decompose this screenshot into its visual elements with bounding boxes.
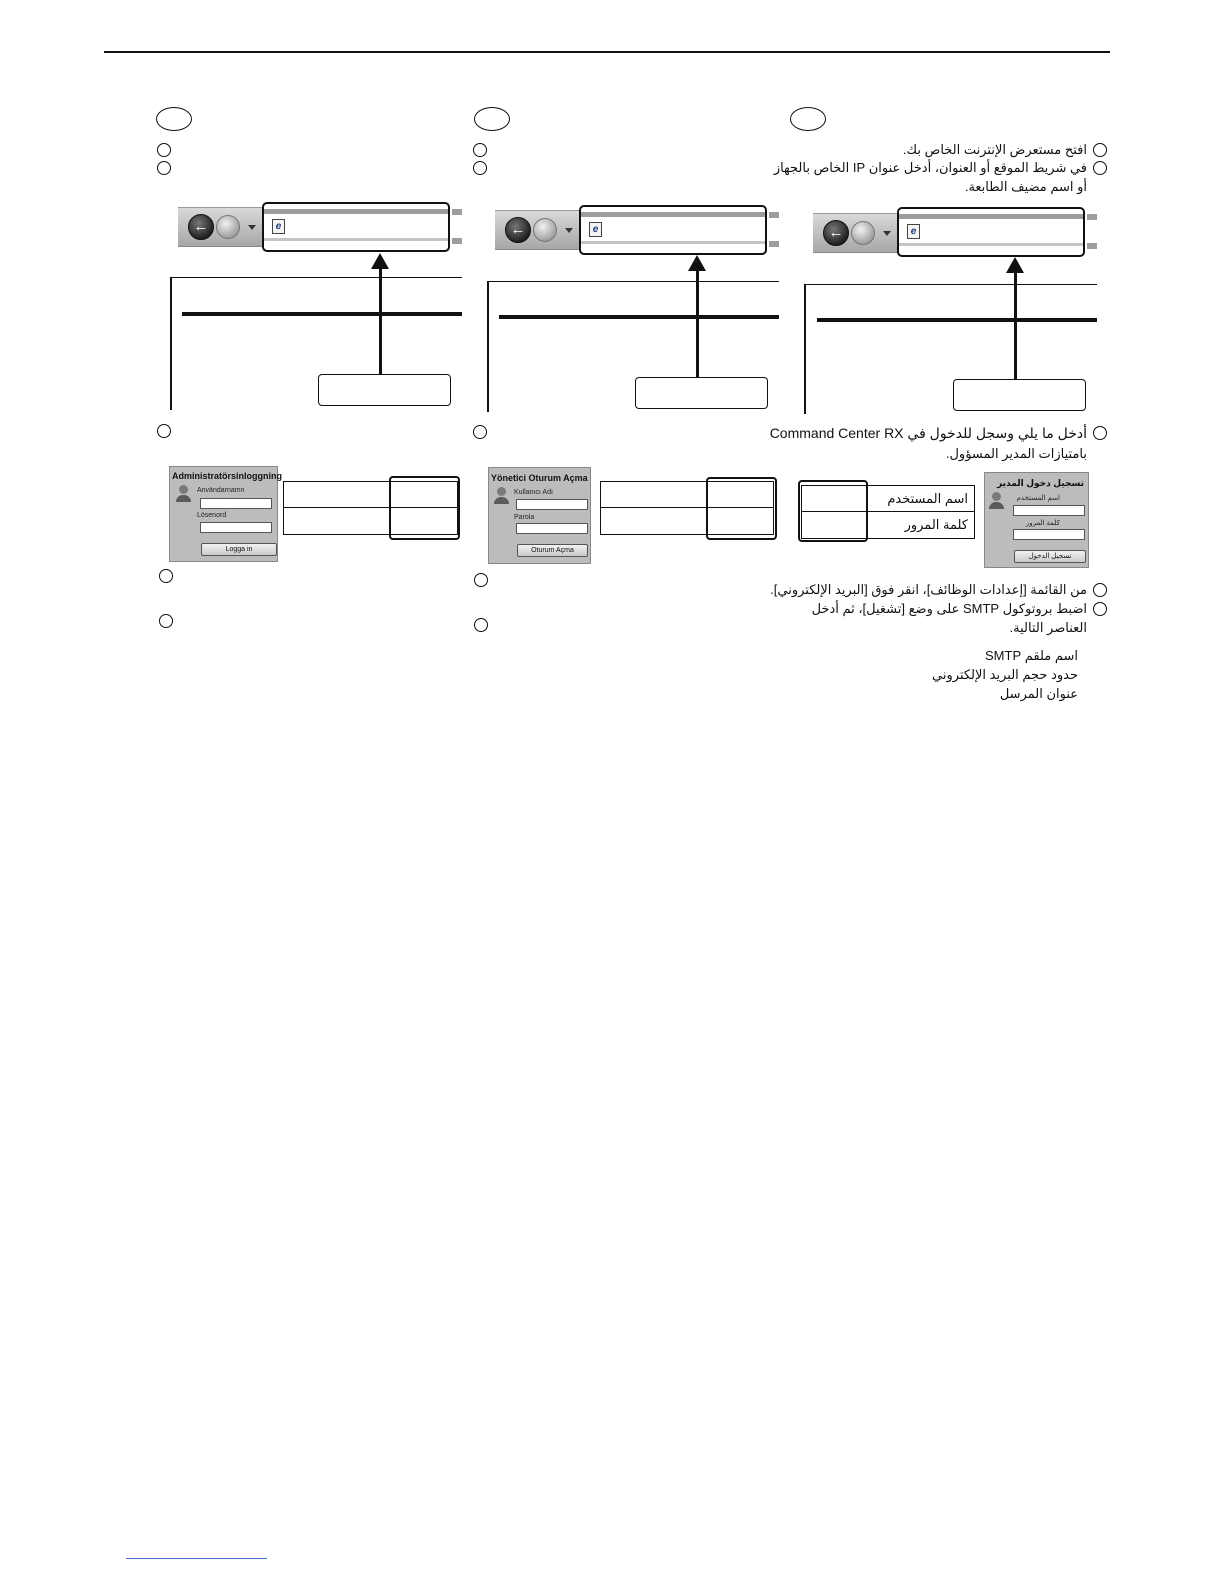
ie-page-icon: e <box>272 219 285 234</box>
step-4-marker <box>474 573 488 587</box>
step-5-text-line2: العناصر التالية. <box>1009 620 1087 635</box>
panel-border <box>170 277 462 278</box>
username-label: اسم المستخدم <box>887 491 968 506</box>
login-title: تسجيل دخول المدير <box>997 478 1084 488</box>
username-field[interactable] <box>516 499 588 510</box>
step-4-marker <box>159 569 173 583</box>
back-arrow-icon[interactable]: ← <box>505 217 531 243</box>
arrow-shaft <box>696 270 699 377</box>
step-2-marker <box>1093 161 1107 175</box>
toolbar-edge <box>452 238 462 244</box>
login-window <box>169 466 282 562</box>
language-badge <box>156 107 192 131</box>
username-label: Kullanıcı Adı <box>514 489 553 496</box>
username-field[interactable] <box>1013 505 1085 516</box>
user-avatar-icon <box>989 492 1004 509</box>
step-4-marker <box>1093 583 1107 597</box>
language-badge <box>474 107 510 131</box>
login-window <box>984 472 1089 568</box>
toolbar-edge <box>769 241 779 247</box>
forward-icon[interactable] <box>533 218 557 242</box>
back-arrow-icon[interactable]: ← <box>188 214 214 240</box>
forward-icon[interactable] <box>216 215 240 239</box>
list-item: حدود حجم البريد الإلكتروني <box>932 667 1078 682</box>
step-2-text-line1: في شريط الموقع أو العنوان، أدخل عنوان IP الخاص بالجهاز <box>773 160 1087 175</box>
browser-toolbar <box>495 210 581 250</box>
callout-box <box>635 377 768 409</box>
forward-icon[interactable] <box>851 221 875 245</box>
step-1-marker <box>1093 143 1107 157</box>
user-avatar-icon <box>494 487 509 504</box>
login-window <box>488 467 591 564</box>
panel-bar <box>817 318 1097 322</box>
toolbar-edge <box>1087 214 1097 220</box>
panel-border <box>487 281 779 282</box>
back-arrow-icon[interactable]: ← <box>823 220 849 246</box>
step-2-marker <box>473 161 487 175</box>
login-title: Administratörsinloggning <box>172 471 282 481</box>
footer-link-rule <box>126 1558 267 1559</box>
credentials-highlight <box>389 476 460 540</box>
chevron-down-icon[interactable] <box>883 231 891 236</box>
step-1-text: افتح مستعرض الإنترنت الخاص بك. <box>902 142 1087 157</box>
password-label: كلمة المرور <box>904 517 968 532</box>
step-3-text-line2: بامتيازات المدير المسؤول. <box>945 446 1087 461</box>
step-4-text: من القائمة [إعدادات الوظائف]، انقر فوق [البريد الإلكتروني]. <box>770 582 1087 597</box>
panel-border <box>804 284 806 414</box>
arrow-up-icon <box>1006 257 1024 273</box>
arrow-shaft <box>1014 272 1017 380</box>
step-3-text-line1: أدخل ما يلي وسجل للدخول في Command Center RX <box>769 425 1087 441</box>
username-label: Användarnamn <box>197 487 245 494</box>
panel-border <box>170 277 172 410</box>
credentials-highlight <box>706 477 777 540</box>
arrow-up-icon <box>371 253 389 269</box>
step-5-marker <box>474 618 488 632</box>
password-label: Lösenord <box>197 512 227 519</box>
panel-border <box>487 281 489 412</box>
step-5-marker <box>1093 602 1107 616</box>
step-1-marker <box>473 143 487 157</box>
username-label: اسم المستخدم <box>1016 495 1060 502</box>
step-3-marker <box>1093 426 1107 440</box>
top-rule <box>104 51 1110 53</box>
credentials-highlight <box>798 480 868 542</box>
language-badge <box>790 107 826 131</box>
panel-bar <box>182 312 462 316</box>
toolbar-edge <box>769 212 779 218</box>
step-5-marker <box>159 614 173 628</box>
user-avatar-icon <box>176 485 191 502</box>
step-5-text-line1: اضبط بروتوكول SMTP على وضع [تشغيل]، ثم أدخل <box>811 601 1087 616</box>
address-bar-highlight <box>897 207 1085 257</box>
browser-toolbar <box>178 207 264 247</box>
browser-toolbar <box>813 213 899 253</box>
password-label: كلمة المرور <box>1025 520 1060 527</box>
password-field[interactable] <box>516 523 588 534</box>
panel-bar <box>499 315 779 319</box>
list-item: اسم ملقم SMTP <box>985 648 1078 663</box>
step-1-marker <box>157 143 171 157</box>
address-bar-highlight <box>579 205 767 255</box>
password-label: Parola <box>514 514 535 521</box>
list-item: عنوان المرسل <box>999 686 1078 701</box>
password-field[interactable] <box>200 522 272 533</box>
arrow-up-icon <box>688 255 706 271</box>
step-3-marker <box>473 425 487 439</box>
step-3-marker <box>157 424 171 438</box>
username-field[interactable] <box>200 498 272 509</box>
login-button[interactable]: تسجيل الدخول <box>1014 550 1086 563</box>
login-button[interactable]: Oturum Açma <box>517 544 588 557</box>
password-field[interactable] <box>1013 529 1085 540</box>
step-2-text-line2: أو اسم مضيف الطابعة. <box>964 179 1087 194</box>
toolbar-edge <box>452 209 462 215</box>
step-2-marker <box>157 161 171 175</box>
address-bar-highlight <box>262 202 450 252</box>
ie-page-icon: e <box>589 222 602 237</box>
chevron-down-icon[interactable] <box>248 225 256 230</box>
login-button[interactable]: Logga in <box>201 543 277 556</box>
login-title: Yönetici Oturum Açma <box>491 473 588 483</box>
callout-box <box>953 379 1086 411</box>
ie-page-icon: e <box>907 224 920 239</box>
toolbar-edge <box>1087 243 1097 249</box>
callout-box <box>318 374 451 406</box>
arrow-shaft <box>379 268 382 375</box>
panel-border <box>804 284 1097 285</box>
chevron-down-icon[interactable] <box>565 228 573 233</box>
